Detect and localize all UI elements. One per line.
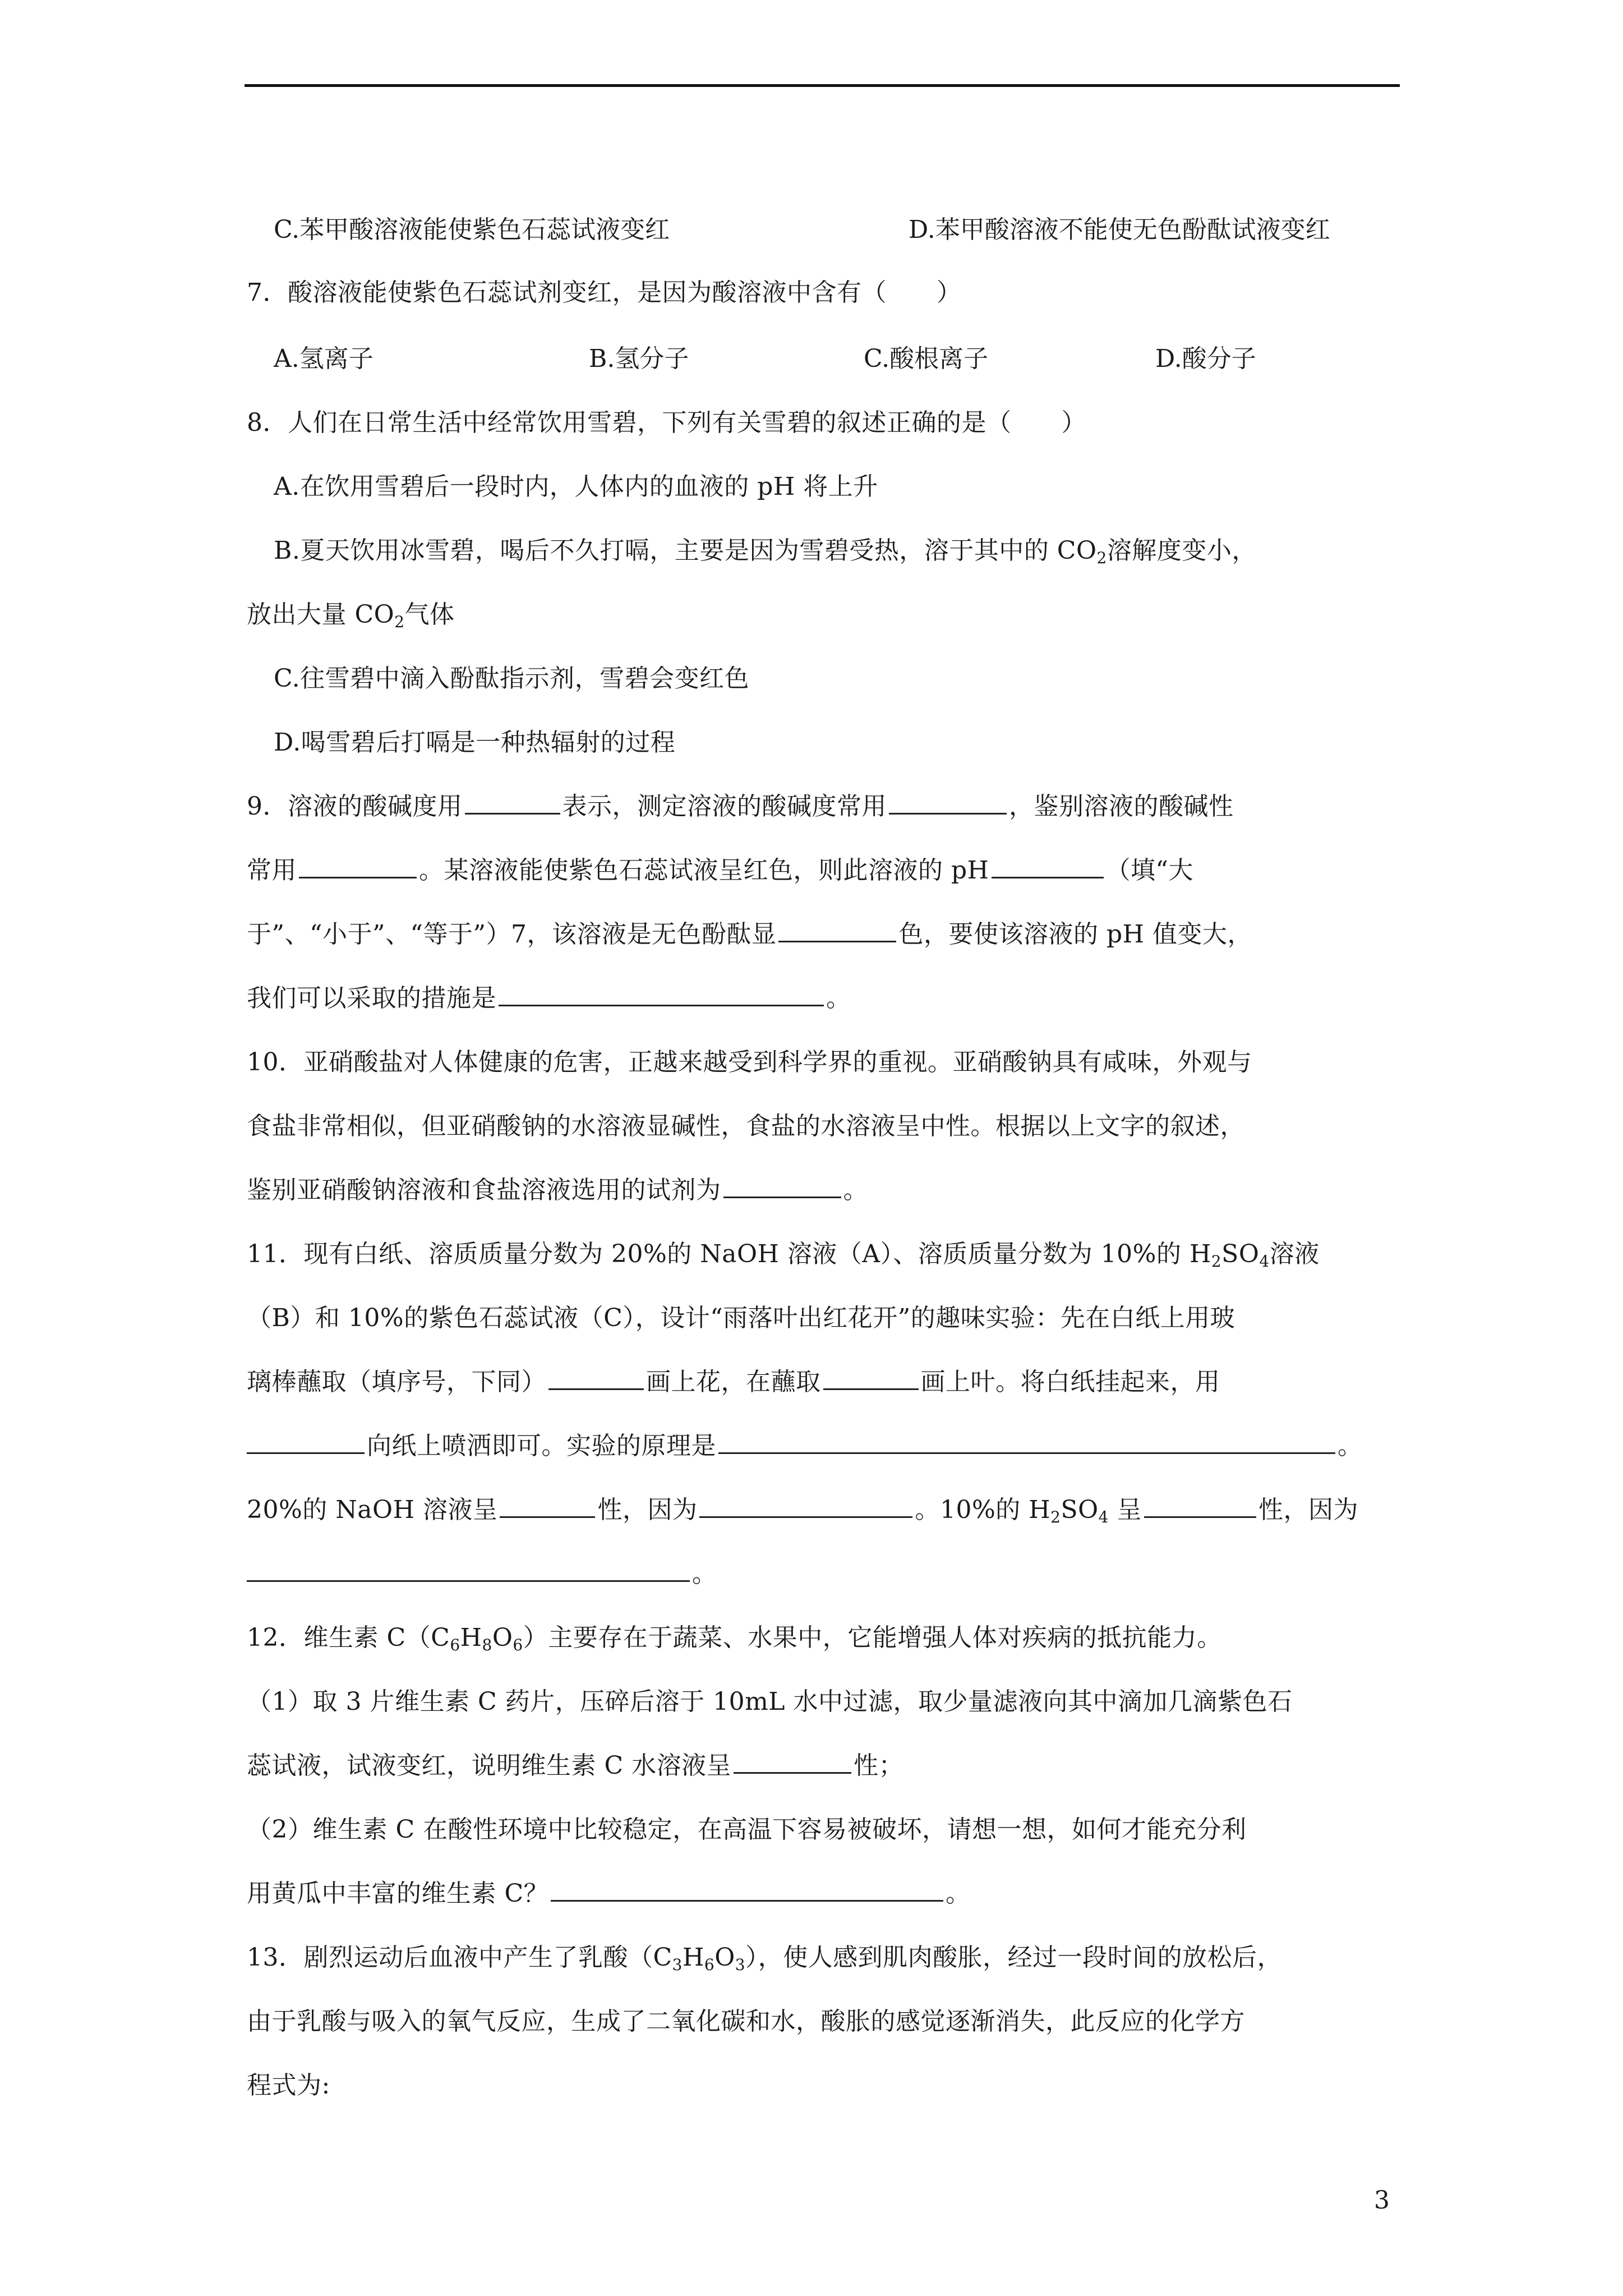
page-number: 3 [1374,2186,1390,2215]
answer-blank[interactable] [889,790,1007,815]
q10-line3: 鉴别亚硝酸钠溶液和食盐溶液选用的试剂为 。 [247,1174,868,1207]
answer-blank[interactable] [1144,1494,1256,1518]
q7-choice-d: D.酸分子 [1155,344,1256,373]
q6-choice-d: D.苯甲酸溶液不能使无色酚酞试液变红 [909,215,1330,244]
q12-stem: 12．维生素 $C(C_6H_8O_6)$主要存在于蔬菜、水果中，它能增强人体对疾病的抵抗能力。 [247,1623,1222,1654]
q9-line2: 常用 。某溶液能使紫色石蕊试液呈红色，则此溶液的 pH （填“大 [247,854,1193,887]
answer-blank[interactable] [247,1558,690,1582]
q11-line4: 向纸上喷洒即可。实验的原理是 。 [247,1429,1363,1463]
q12-part2-line1: （2）维生素 C 在酸性环境中比较稳定，在高温下容易被破坏，请想一想，如何才能充分利 [247,1815,1247,1844]
answer-blank[interactable] [723,1174,841,1198]
q8-choice-b-line2: 放出大量 $CO_2$气体 [247,600,455,631]
q8-choice-a: A.在饮用雪碧后一段时内，人体内的血液的 pH 将上升 [274,472,878,501]
q11-line6: 。 [247,1557,717,1591]
answer-blank[interactable] [299,854,417,878]
q7-choice-b: B.氢分子 [589,344,689,373]
answer-blank[interactable] [778,918,896,942]
header-rule [245,84,1400,87]
q11-line5: 20%的 NaOH 溶液呈 性，因为 。10%的 $H_2SO_4$ 呈 性，因为 [247,1493,1358,1527]
q9-line1: 9．溶液的酸碱度用 表示，测定溶液的酸碱度常用 ，鉴别溶液的酸碱性 [247,790,1234,823]
answer-blank[interactable] [465,790,560,815]
answer-blank[interactable] [718,1430,1335,1454]
q12-part2-line2: 用黄瓜中丰富的维生素 C？ 。 [247,1877,971,1911]
q11-line2: （B）和 10%的紫色石蕊试液（C），设计“雨落叶出红花开”的趣味实验：先在白纸上用玻 [247,1304,1235,1332]
q13-line2: 由于乳酸与吸入的氧气反应，生成了二氧化碳和水，酸胀的感觉逐渐消失，此反应的化学方 [247,2007,1245,2036]
answer-blank[interactable] [500,1494,595,1518]
answer-blank[interactable] [499,982,824,1006]
q8-stem: 8．人们在日常生活中经常饮用雪碧，下列有关雪碧的叙述正确的是（ ） [247,408,1086,437]
q10-line2: 食盐非常相似，但亚硝酸钠的水溶液显碱性，食盐的水溶液呈中性。根据以上文字的叙述， [247,1112,1245,1140]
q7-choice-a: A.氢离子 [274,344,374,373]
q11-line1: 11．现有白纸、溶质质量分数为 20%的 NaOH 溶液（A）、溶质质量分数为 10%的 $H_2SO_4$溶液 [247,1240,1320,1271]
q11-line3: 璃棒蘸取（填序号，下同） 画上花，在蘸取 画上叶。将白纸挂起来，用 [247,1365,1220,1399]
q13-line1: 13．剧烈运动后血液中产生了乳酸$(C_3H_6O_3)$，使人感到肌肉酸胀，经过一段时间的放松后， [247,1943,1283,1974]
q13-line3: 程式为: [247,2071,330,2100]
q9-line4: 我们可以采取的措施是 。 [247,982,851,1015]
answer-blank[interactable] [823,1366,919,1390]
q8-choice-d: D.喝雪碧后打嗝是一种热辐射的过程 [274,728,676,757]
answer-blank[interactable] [247,1430,365,1454]
answer-blank[interactable] [734,1750,851,1774]
q8-choice-c: C.往雪碧中滴入酚酞指示剂，雪碧会变红色 [274,664,750,693]
q7-stem: 7．酸溶液能使紫色石蕊试剂变红，是因为酸溶液中含有（ ） [247,278,962,307]
q7-choice-c: C.酸根离子 [864,344,989,373]
answer-blank[interactable] [699,1494,912,1518]
answer-blank[interactable] [548,1366,644,1390]
q8-choice-b-line1: B.夏天饮用冰雪碧，喝后不久打嗝，主要是因为雪碧受热，溶于其中的 $CO_2$溶解度变小， [274,536,1257,567]
q10-line1: 10．亚硝酸盐对人体健康的危害，正越来越受到科学界的重视。亚硝酸钠具有咸味，外观与 [247,1048,1252,1076]
q12-part1-line2: 蕊试液，试液变红，说明维生素 C 水溶液呈 性； [247,1749,903,1783]
q9-line3: 于”、“小于”、“等于”）7，该溶液是无色酚酞显 色，要使该溶液的 pH 值变大， [247,918,1252,951]
answer-blank[interactable] [992,854,1104,878]
q6-choice-c: C.苯甲酸溶液能使紫色石蕊试液变红 [274,215,670,244]
answer-blank[interactable] [551,1878,943,1902]
q12-part1-line1: （1）取 3 片维生素 C 药片，压碎后溶于 10mL 水中过滤，取少量滤液向其中滴加几滴紫色石 [247,1687,1293,1716]
